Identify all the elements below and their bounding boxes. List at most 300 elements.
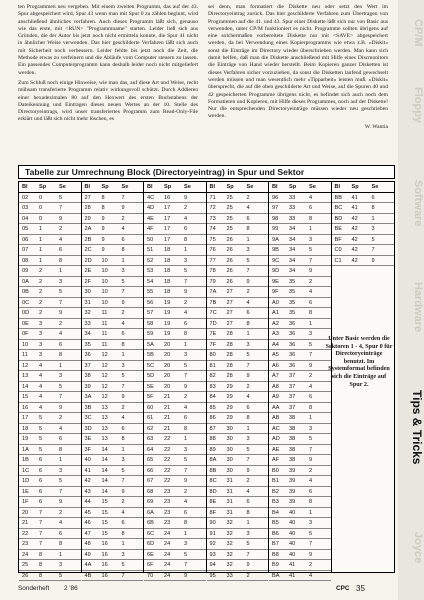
table-cell: AC bbox=[272, 425, 280, 432]
table-cell: 4 bbox=[309, 194, 313, 201]
table-row bbox=[144, 224, 206, 235]
table-row bbox=[144, 193, 206, 204]
table-cell: 28 bbox=[226, 331, 233, 337]
table-cell: 27 bbox=[226, 299, 233, 306]
table-cell: 6 bbox=[246, 499, 250, 505]
table-header-cell: Se bbox=[184, 184, 191, 190]
table-cell: 63 bbox=[147, 436, 154, 442]
table-row bbox=[144, 287, 206, 298]
table-row bbox=[207, 266, 269, 277]
table-row bbox=[82, 424, 144, 435]
table-cell: 4B bbox=[84, 572, 92, 579]
table-cell: 7 bbox=[246, 457, 250, 463]
table-row bbox=[144, 266, 206, 277]
table-cell: 4 bbox=[184, 215, 188, 222]
table-cell: 96 bbox=[272, 194, 279, 201]
table-cell: 7 bbox=[59, 299, 63, 306]
table-cell: 17 bbox=[164, 215, 171, 222]
table-cell: 9 bbox=[59, 310, 63, 316]
table-header-row bbox=[82, 182, 144, 193]
table-cell: 1 bbox=[121, 257, 125, 264]
table-row bbox=[82, 403, 144, 414]
table-cell: 2 bbox=[121, 310, 125, 316]
table-row bbox=[144, 466, 206, 477]
table-cell: 1E bbox=[22, 488, 29, 495]
table-cell: 2A bbox=[84, 226, 92, 232]
table-cell: 3C bbox=[84, 415, 92, 421]
table-cell: 35 bbox=[289, 310, 296, 316]
table-cell: 29 bbox=[84, 215, 91, 222]
table-row bbox=[269, 508, 331, 519]
table-cell: A3 bbox=[272, 331, 279, 337]
table-row bbox=[82, 529, 144, 540]
table-cell: 1 bbox=[59, 362, 63, 369]
table-row bbox=[332, 256, 395, 267]
table-cell: 35 bbox=[289, 299, 296, 306]
table-row bbox=[144, 518, 206, 529]
table-cell: 8 bbox=[59, 352, 63, 358]
table-cell: BC bbox=[334, 205, 343, 211]
table-cell: 57 bbox=[147, 310, 154, 316]
table-cell: 95 bbox=[209, 572, 216, 579]
table-cell: 26 bbox=[226, 278, 233, 285]
table-cell: 1 bbox=[39, 247, 43, 253]
table-cell: 92 bbox=[209, 541, 216, 547]
table-cell: 6 bbox=[121, 520, 125, 526]
table-cell: 7 bbox=[121, 289, 125, 295]
table-cell: 7 bbox=[184, 562, 188, 568]
table-cell: 0E bbox=[22, 320, 29, 327]
table-cell: 8C bbox=[209, 478, 217, 484]
table-row bbox=[19, 350, 81, 361]
table-cell: 12 bbox=[101, 373, 108, 379]
table-cell: 9A bbox=[272, 236, 279, 243]
table-cell: 3 bbox=[39, 331, 43, 337]
table-cell: 5 bbox=[309, 341, 313, 348]
table-cell: 7 bbox=[309, 446, 313, 453]
table-cell: 23 bbox=[164, 488, 171, 495]
table-cell: 4 bbox=[39, 394, 43, 400]
table-cell: 11 bbox=[101, 331, 108, 337]
table-cell: 46 bbox=[84, 520, 91, 526]
table-cell: 6 bbox=[184, 415, 188, 421]
table-cell: AA bbox=[272, 404, 280, 411]
table-row bbox=[144, 329, 206, 340]
table-row bbox=[207, 476, 269, 487]
table-cell: 3A bbox=[84, 394, 92, 400]
table-row bbox=[19, 203, 81, 214]
table-cell: 6 bbox=[59, 530, 63, 537]
table-cell: 4 bbox=[246, 394, 250, 400]
table-cell: 1 bbox=[184, 341, 188, 348]
table-row bbox=[82, 476, 144, 487]
table-cell: 5C bbox=[147, 362, 155, 369]
table-cell: 2B bbox=[84, 236, 92, 243]
table-row bbox=[144, 214, 206, 225]
table-cell: 3B bbox=[84, 404, 92, 411]
table-cell: 84 bbox=[209, 394, 216, 400]
table-header-cell: Se bbox=[371, 184, 379, 190]
table-cell: 1 bbox=[39, 236, 43, 243]
table-cell: 3 bbox=[184, 352, 188, 358]
table-header-cell: Sp bbox=[226, 184, 234, 190]
table-cell: 9C bbox=[272, 257, 280, 264]
table-cell: 3 bbox=[121, 551, 125, 558]
table-cell: 52 bbox=[147, 257, 154, 264]
table-cell: 1 bbox=[246, 236, 250, 243]
table-cell: 81 bbox=[209, 362, 216, 369]
table-cell: 16 bbox=[101, 572, 108, 579]
table-cell: B5 bbox=[272, 520, 279, 526]
table-cell: 5 bbox=[121, 467, 125, 474]
table-cell: 26 bbox=[226, 236, 233, 243]
footer-issue: 2 '86 bbox=[64, 585, 78, 592]
table-cell: 2 bbox=[59, 320, 63, 327]
table-cell: 74 bbox=[209, 226, 216, 232]
table-cell: 83 bbox=[209, 383, 216, 390]
table-row bbox=[269, 266, 331, 277]
table-cell: 6C bbox=[147, 530, 155, 537]
table-row bbox=[269, 550, 331, 561]
table-cell: 37 bbox=[289, 404, 296, 411]
table-cell: 67 bbox=[147, 478, 154, 484]
table-cell: BF bbox=[334, 236, 342, 243]
table-cell: 08 bbox=[22, 257, 29, 264]
table-cell: 5 bbox=[39, 425, 43, 432]
table-cell: 75 bbox=[209, 236, 216, 243]
table-cell: 98 bbox=[272, 215, 279, 222]
table-cell: BE bbox=[334, 226, 342, 232]
table-cell: 32 bbox=[226, 541, 233, 547]
table-row bbox=[207, 382, 269, 393]
table-row bbox=[82, 361, 144, 372]
table-cell: 4 bbox=[309, 289, 313, 295]
table-cell: 6E bbox=[147, 551, 154, 558]
table-column bbox=[207, 182, 270, 579]
table-row bbox=[207, 340, 269, 351]
table-cell: 27 bbox=[226, 310, 233, 316]
table-cell: 5 bbox=[59, 289, 63, 295]
table-cell: 9 bbox=[184, 289, 188, 295]
table-cell: 9 bbox=[246, 373, 250, 379]
table-row bbox=[82, 203, 144, 214]
table-row bbox=[19, 550, 81, 561]
table-cell: 0D bbox=[22, 310, 30, 316]
sidebar-label-floppy: Floppy bbox=[412, 86, 424, 124]
table-cell: 41 bbox=[351, 194, 358, 201]
table-cell: 8 bbox=[184, 331, 188, 337]
table-row bbox=[207, 434, 269, 445]
table-row bbox=[82, 340, 144, 351]
table-cell: 3F bbox=[84, 446, 92, 453]
table-cell: 2 bbox=[184, 205, 188, 211]
table-cell: 61 bbox=[147, 415, 154, 421]
table-row bbox=[144, 455, 206, 466]
table-row bbox=[82, 508, 144, 519]
table-note: Unter Basic werden die Sektoren 1 - 4, Spur 0 für Directoryeinträge benutzt. Im Systemformat befinden sich die Einträge auf Spur 2. bbox=[325, 335, 393, 388]
table-row bbox=[269, 340, 331, 351]
table-row bbox=[144, 413, 206, 424]
table-cell: 2 bbox=[309, 562, 313, 568]
table-cell: 6 bbox=[59, 436, 63, 442]
table-cell: 20 bbox=[164, 373, 171, 379]
table-cell: 1 bbox=[246, 331, 250, 337]
table-cell: 12 bbox=[101, 352, 108, 358]
table-cell: 39 bbox=[84, 383, 91, 390]
table-row bbox=[207, 424, 269, 435]
table-cell: 4 bbox=[121, 226, 125, 232]
table-row bbox=[19, 445, 81, 456]
table-cell: 3 bbox=[309, 236, 313, 243]
table-row bbox=[269, 214, 331, 225]
table-cell: 8 bbox=[39, 551, 43, 558]
table-cell: 0C bbox=[22, 299, 30, 306]
table-row bbox=[144, 560, 206, 571]
table-cell: 3E bbox=[84, 436, 92, 442]
table-row bbox=[269, 539, 331, 550]
table-cell: 66 bbox=[147, 467, 154, 474]
table-cell: 09 bbox=[22, 268, 29, 274]
table-cell: 3 bbox=[309, 425, 313, 432]
table-row bbox=[207, 403, 269, 414]
table-row bbox=[82, 277, 144, 288]
table-cell: 7 bbox=[246, 362, 250, 369]
table-cell: 24 bbox=[164, 541, 171, 547]
table-cell: 68 bbox=[147, 488, 154, 495]
table-cell: 42 bbox=[351, 247, 358, 253]
table-cell: 40 bbox=[289, 530, 296, 537]
table-row bbox=[144, 203, 206, 214]
table-row bbox=[269, 319, 331, 330]
table-cell: 26 bbox=[226, 247, 233, 253]
table-cell: 29 bbox=[226, 383, 233, 390]
table-row bbox=[82, 371, 144, 382]
table-column bbox=[82, 182, 145, 579]
table-cell: 54 bbox=[147, 278, 154, 285]
table-row bbox=[144, 476, 206, 487]
table-cell: 37 bbox=[289, 394, 296, 400]
table-row bbox=[82, 287, 144, 298]
table-row bbox=[207, 329, 269, 340]
table-cell: 8A bbox=[209, 457, 217, 463]
table-cell: 3 bbox=[309, 331, 313, 337]
conversion-table bbox=[18, 165, 395, 579]
page-footer bbox=[18, 583, 398, 595]
table-cell: 9 bbox=[246, 278, 250, 285]
table-row bbox=[82, 434, 144, 445]
table-row bbox=[19, 487, 81, 498]
table-cell: 60 bbox=[147, 404, 154, 411]
table-cell: 13 bbox=[101, 436, 108, 442]
table-cell: 1D bbox=[22, 478, 30, 484]
table-cell: 24 bbox=[164, 562, 171, 568]
table-row bbox=[269, 235, 331, 246]
table-cell: 3 bbox=[121, 457, 125, 463]
table-cell: 24 bbox=[164, 530, 171, 537]
table-cell: 76 bbox=[209, 247, 216, 253]
table-cell: 18 bbox=[164, 257, 171, 264]
table-row bbox=[19, 256, 81, 267]
table-cell: 3 bbox=[39, 352, 43, 358]
table-cell: 38 bbox=[289, 425, 296, 432]
table-cell: 89 bbox=[209, 446, 216, 453]
table-row bbox=[144, 371, 206, 382]
table-cell: 8 bbox=[39, 562, 43, 568]
table-cell: 3 bbox=[246, 341, 250, 348]
table-cell: 36 bbox=[289, 331, 296, 337]
table-row bbox=[82, 298, 144, 309]
table-row bbox=[19, 298, 81, 309]
table-row bbox=[144, 340, 206, 351]
table-cell: 06 bbox=[22, 236, 29, 243]
table-cell: 22 bbox=[164, 478, 171, 484]
table-cell: 42 bbox=[351, 226, 358, 232]
table-cell: 49 bbox=[84, 551, 91, 558]
table-row bbox=[269, 466, 331, 477]
table-row bbox=[144, 539, 206, 550]
table-row bbox=[82, 497, 144, 508]
table-cell: 9 bbox=[184, 572, 188, 579]
table-cell: 6 bbox=[184, 320, 188, 327]
table-row bbox=[19, 424, 81, 435]
table-cell: 2 bbox=[309, 373, 313, 379]
table-cell: 31 bbox=[226, 488, 233, 495]
table-cell: 5 bbox=[309, 436, 313, 442]
table-cell: 8 bbox=[246, 415, 250, 421]
author-signature: W. Wantia bbox=[364, 123, 388, 130]
article-paragraph: ten Programmen neu vergeben. Mit einem zweiten Programm, das auf der 43. Spur abgespeichert wird, Spur 43 wenn man mit Spur 0 zu zählen beginnt, wird anschließend ähnliches verfahren. Auch dieses Programm läßt sich, genauso wie das erste, mit <RUN> "Programmname" starten. Leider ließ sich aus Gründen, die der Autor bis jetzt noch nicht ermitteln konnte, die Spur 41 nicht in ähnlicher Weise verwenden. Das hier geschilderte Verfahren läßt sich auch mit Sicherheit noch verbessern. Leider fehlte bis jetzt noch die Zeit, die Methode etwas zu verfeinern und die Abläufe vom Computer steuern zu lassen. Ein passendes Computerprogramm kann deshalb leider noch nicht mitgeliefert werden. bbox=[18, 4, 198, 76]
table-cell: 35 bbox=[84, 341, 91, 348]
table-cell: 4C bbox=[147, 194, 155, 201]
table-cell: BD bbox=[334, 215, 343, 222]
table-cell: 2 bbox=[121, 215, 125, 222]
table-cell: 3 bbox=[59, 562, 63, 568]
table-cell: 05 bbox=[22, 226, 29, 232]
table-cell: 32 bbox=[226, 530, 233, 537]
table-cell: 65 bbox=[147, 457, 154, 463]
table-cell: 29 bbox=[226, 404, 233, 411]
table-cell: 31 bbox=[226, 509, 233, 516]
table-row bbox=[19, 529, 81, 540]
table-cell: 3 bbox=[246, 436, 250, 442]
table-row bbox=[82, 466, 144, 477]
table-cell: 79 bbox=[209, 278, 216, 285]
table-row bbox=[269, 245, 331, 256]
table-cell: 5 bbox=[246, 352, 250, 358]
table-cell: 3 bbox=[59, 467, 63, 474]
table-cell: 02 bbox=[22, 194, 29, 201]
table-row bbox=[207, 361, 269, 372]
table-cell: 2 bbox=[184, 394, 188, 400]
table-cell: 1B bbox=[22, 457, 29, 463]
table-cell: 7 bbox=[246, 551, 250, 558]
table-cell: 97 bbox=[272, 205, 279, 211]
table-cell: A2 bbox=[272, 320, 279, 327]
table-cell: 3 bbox=[59, 373, 63, 379]
table-row bbox=[207, 277, 269, 288]
table-cell: 19 bbox=[164, 320, 171, 327]
table-cell: 93 bbox=[209, 551, 216, 558]
table-row bbox=[207, 298, 269, 309]
table-row bbox=[82, 319, 144, 330]
table-row bbox=[19, 287, 81, 298]
table-cell: 12 bbox=[101, 362, 108, 369]
table-cell: 34 bbox=[84, 331, 91, 337]
table-cell: 77 bbox=[209, 257, 216, 264]
table-row bbox=[269, 371, 331, 382]
table-row bbox=[19, 224, 81, 235]
table-cell: 19 bbox=[164, 310, 171, 316]
table-cell: 5 bbox=[246, 257, 250, 264]
table-cell: 7 bbox=[121, 572, 125, 579]
table-header-cell: Se bbox=[121, 184, 129, 190]
table-cell: 6 bbox=[246, 310, 250, 316]
table-cell: 8 bbox=[121, 530, 125, 537]
table-row bbox=[19, 392, 81, 403]
table-cell: 5 bbox=[59, 478, 63, 484]
table-cell: 5 bbox=[59, 383, 63, 390]
table-cell: 4 bbox=[309, 478, 313, 484]
table-row bbox=[144, 497, 206, 508]
table-row bbox=[82, 266, 144, 277]
table-cell: 8E bbox=[209, 499, 217, 505]
table-cell: 7 bbox=[39, 520, 43, 526]
table-cell: 9 bbox=[121, 488, 125, 495]
table-cell: 3 bbox=[184, 446, 188, 453]
table-row bbox=[82, 571, 144, 582]
table-row bbox=[19, 245, 81, 256]
table-cell: 9 bbox=[121, 299, 125, 306]
table-cell: 6 bbox=[309, 394, 313, 400]
table-cell: 2 bbox=[59, 415, 63, 421]
table-cell: 07 bbox=[22, 247, 29, 253]
table-row bbox=[144, 245, 206, 256]
table-cell: 2 bbox=[184, 488, 188, 495]
table-cell: B8 bbox=[272, 551, 279, 558]
table-row bbox=[19, 508, 81, 519]
table-cell: 7 bbox=[184, 278, 188, 285]
table-row bbox=[19, 340, 81, 351]
table-cell: 34 bbox=[289, 247, 296, 253]
table-row bbox=[82, 382, 144, 393]
table-cell: 7 bbox=[59, 394, 63, 400]
table-cell: 16 bbox=[164, 194, 171, 201]
table-cell: 17 bbox=[164, 226, 171, 232]
table-row bbox=[19, 371, 81, 382]
table-row bbox=[19, 214, 81, 225]
table-cell: 28 bbox=[226, 373, 233, 379]
table-row bbox=[207, 529, 269, 540]
table-cell: 8 bbox=[101, 194, 105, 201]
table-header-cell: Bl bbox=[272, 184, 278, 190]
table-cell: 5 bbox=[39, 436, 43, 442]
table-cell: 73 bbox=[209, 215, 216, 222]
table-cell: 8 bbox=[246, 320, 250, 327]
table-row bbox=[19, 266, 81, 277]
table-cell: 18 bbox=[164, 247, 171, 253]
table-cell: 14 bbox=[101, 457, 108, 463]
table-row bbox=[332, 214, 395, 225]
sidebar-label-hardware: Hardware bbox=[412, 281, 424, 333]
table-cell: 13 bbox=[101, 415, 108, 421]
table-row bbox=[19, 329, 81, 340]
table-row bbox=[269, 224, 331, 235]
table-cell: 2C bbox=[84, 247, 92, 253]
table-cell: 2 bbox=[309, 278, 313, 285]
table-cell: 64 bbox=[147, 446, 154, 453]
table-cell: 6A bbox=[147, 509, 154, 516]
table-cell: 5 bbox=[184, 457, 188, 463]
